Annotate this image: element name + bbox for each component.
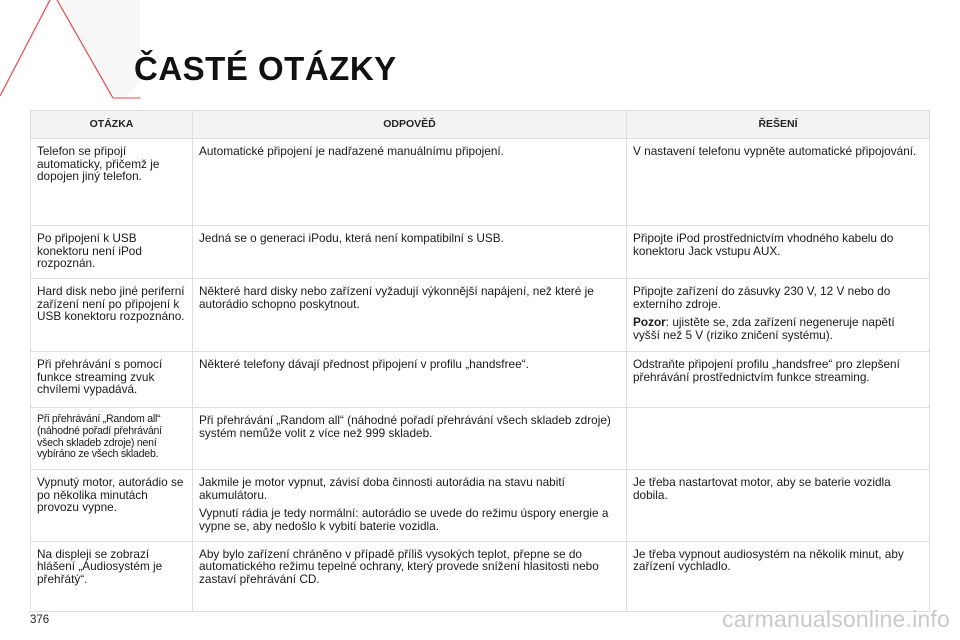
answer-cell — [193, 408, 627, 470]
solution-cell — [627, 408, 930, 470]
page-number: 376 — [30, 614, 50, 626]
solution-cell — [627, 139, 930, 226]
solution-text: Připojte iPod prostřednictvím vhodného kabelu do konektoru Jack vstupu AUX. — [633, 231, 894, 258]
question-cell: Telefon se připojí automaticky, přičemž je dopojen jiný telefon. — [31, 139, 193, 226]
corner-decoration — [0, 0, 140, 110]
question-cell: Po připojení k USB konektoru není iPod rozpoznán. — [31, 226, 193, 279]
solution-cell — [627, 226, 930, 279]
question-cell: Při přehrávání s pomocí funkce streaming zvuk chvílemi vypadává. — [31, 352, 193, 408]
solution-cell — [627, 541, 930, 611]
page-title: ČASTÉ OTÁZKY — [134, 50, 397, 87]
column-header-answer: ODPOVĚĎ — [193, 111, 627, 139]
answer-cell — [193, 470, 627, 541]
watermark: carmanualsonline.info — [722, 606, 950, 632]
question-cell: Na displeji se zobrazí hlášení „Audiosystém je přehřátý“. — [31, 541, 193, 611]
table-row — [31, 352, 930, 408]
solution-cell — [627, 470, 930, 541]
solution-text: Je třeba vypnout audiosystém na několik minut, aby zařízení vychladlo. — [633, 546, 904, 574]
table-row — [31, 226, 930, 279]
column-header-question: OTÁZKA — [31, 111, 193, 139]
answer-cell — [193, 541, 627, 611]
solution-text: Odstraňte připojení profilu „handsfree“ pro zlepšení přehrávání prostřednictvím funkce streaming. — [633, 357, 900, 384]
solution-cell — [627, 279, 930, 352]
solution-text: Připojte zařízení do zásuvky 230 V, 12 V nebo do externího zdroje. — [633, 284, 891, 311]
question-cell: Hard disk nebo jiné periferní zařízení není po připojení k USB konektoru rozpoznáno. — [31, 279, 193, 352]
table-row — [31, 541, 930, 611]
question-cell: Při přehrávání „Random all“ (náhodné pořadí přehrávání všech skladeb zdroje) není vybíráno ze všech skladeb. — [31, 408, 193, 470]
answer-cell — [193, 226, 627, 279]
note-label: Pozor — [633, 315, 666, 330]
question-cell: Vypnutý motor, autorádio se po několika minutách provozu vypne. — [31, 470, 193, 541]
table-row — [31, 408, 930, 470]
solution-text: V nastavení telefonu vypněte automatické připojování. — [633, 144, 917, 158]
answer-text: Některé telefony dávají přednost připojení v profilu „handsfree“. — [199, 357, 529, 371]
faq-table — [30, 110, 930, 612]
column-header-solution: ŘEŠENÍ — [627, 111, 930, 139]
answer-cell — [193, 139, 627, 226]
answer-text: Jakmile je motor vypnut, závisí doba činnosti autorádia na stavu nabití akumulátoru. — [199, 475, 565, 502]
answer-cell — [193, 352, 627, 408]
answer-text: Automatické připojení je nadřazené manuálnímu připojení. — [199, 144, 504, 158]
table-row — [31, 139, 930, 226]
answer-cell — [193, 279, 627, 352]
note-text: : ujistěte se, zda zařízení negeneruje napětí vyšší než 5 V (riziko zničení systému). — [633, 315, 895, 342]
table-row — [31, 470, 930, 541]
answer-text: Jedná se o generaci iPodu, která není kompatibilní s USB. — [199, 231, 504, 245]
answer-text: Vypnutí rádia je tedy normální: autorádio se uvede do režimu úspory energie a vypne se, aby nedošlo k vybití baterie vozidla. — [199, 506, 609, 533]
solution-text: Je třeba nastartovat motor, aby se baterie vozidla dobila. — [633, 475, 891, 502]
answer-text: Při přehrávání „Random all“ (náhodné pořadí přehrávání všech skladeb zdroje) systém nemůže volit z více než 999 skladeb. — [199, 413, 611, 440]
table-header-row — [31, 111, 930, 139]
table-row — [31, 279, 930, 352]
solution-note — [633, 316, 923, 341]
answer-text: Aby bylo zařízení chráněno v případě příliš vysokých teplot, přepne se do automatického režimu tepelné ochrany, který provede snížení hlasitosti nebo zastaví přehrávání CD. — [199, 546, 599, 586]
solution-cell — [627, 352, 930, 408]
answer-text: Některé hard disky nebo zařízení vyžadují výkonnější napájení, než které je autorádio schopno poskytnout. — [199, 284, 594, 311]
